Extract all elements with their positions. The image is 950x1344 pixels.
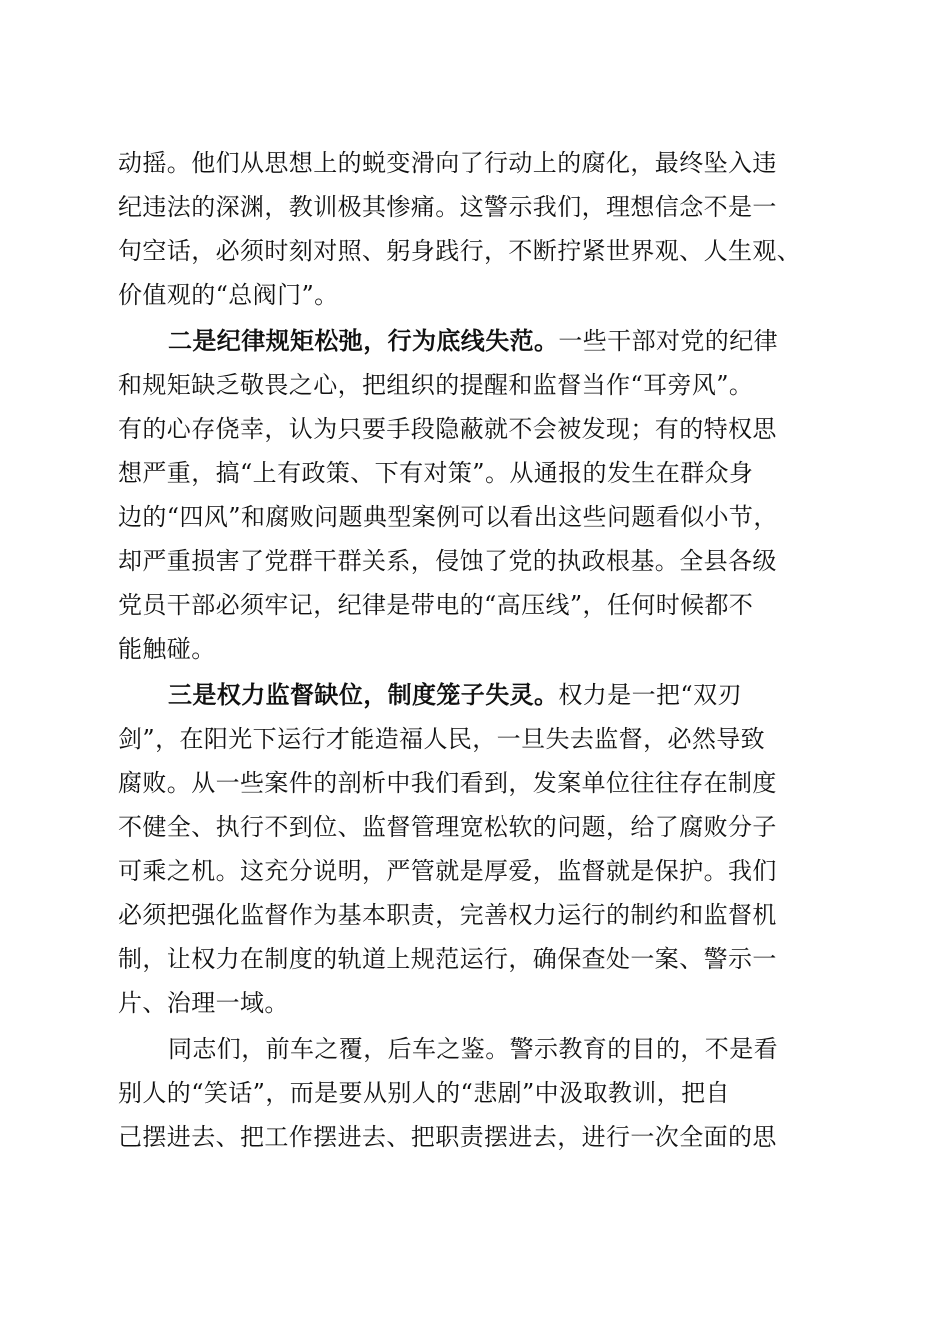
text-line: 句空话，必须时刻对照、躬身践行，不断拧紧世界观、人生观、 xyxy=(118,237,802,265)
text-line: 剑”，在阳光下运行才能造福人民，一旦失去监督，必然导致 xyxy=(118,725,766,753)
text-line: 党员干部必须牢记，纪律是带电的“高压线”，任何时候都不 xyxy=(118,591,754,619)
section-heading: 三是权力监督缺位，制度笼子失灵。 xyxy=(168,680,559,709)
text-line: 可乘之机。这充分说明，严管就是厚爱，监督就是保护。我们 xyxy=(118,857,777,885)
paragraph-first-line xyxy=(168,319,778,363)
text-line: 却严重损害了党群干群关系，侵蚀了党的执政根基。全县各级 xyxy=(118,547,777,575)
section-heading: 二是纪律规矩松弛，行为底线失范。 xyxy=(168,326,559,355)
text-line: 己摆进去、把工作摆进去、把职责摆进去，进行一次全面的思 xyxy=(118,1123,777,1151)
text-line: 价值观的“总阀门”。 xyxy=(118,281,339,309)
text-line: 必须把强化监督作为基本职责，完善权力运行的制约和监督机 xyxy=(118,901,777,929)
text-line: 能触碰。 xyxy=(118,635,216,663)
paragraph-text: 一些干部对党的纪律 xyxy=(558,327,779,355)
text-line: 腐败。从一些案件的剖析中我们看到，发案单位往往存在制度 xyxy=(118,769,777,797)
paragraph-text: 权力是一把“双刃 xyxy=(558,681,742,709)
text-line: 别人的“笑话”，而是要从别人的“悲剧”中汲取教训，把自 xyxy=(118,1079,730,1107)
text-line: 有的心存侥幸，认为只要手段隐蔽就不会被发现；有的特权思 xyxy=(118,415,777,443)
text-line: 纪违法的深渊，教训极其惨痛。这警示我们，理想信念不是一 xyxy=(118,193,777,221)
paragraph-first-line xyxy=(168,673,742,717)
text-line: 动摇。他们从思想上的蜕变滑向了行动上的腐化，最终坠入违 xyxy=(118,149,777,177)
paragraph-first-line: 同志们，前车之覆，后车之鉴。警示教育的目的，不是看 xyxy=(168,1035,778,1063)
text-line: 边的“四风”和腐败问题典型案例可以看出这些问题看似小节， xyxy=(118,503,778,531)
text-line: 和规矩缺乏敬畏之心，把组织的提醒和监督当作“耳旁风”。 xyxy=(118,371,754,399)
text-line: 制，让权力在制度的轨道上规范运行，确保查处一案、警示一 xyxy=(118,945,777,973)
text-line: 不健全、执行不到位、监督管理宽松软的问题，给了腐败分子 xyxy=(118,813,777,841)
text-line: 想严重，搞“上有政策、下有对策”。从通报的发生在群众身 xyxy=(118,459,754,487)
text-line: 片、治理一域。 xyxy=(118,989,289,1017)
